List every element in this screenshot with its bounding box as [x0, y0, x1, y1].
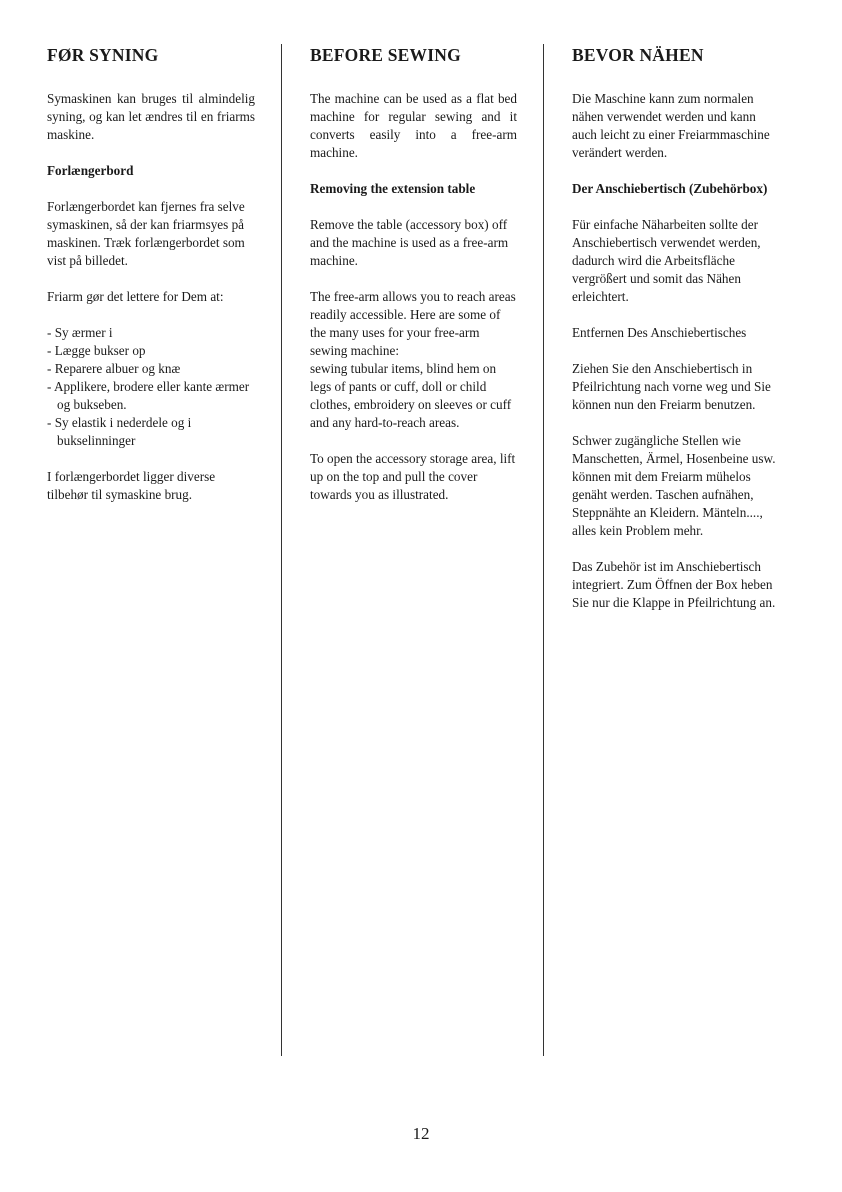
- english-intro-paragraph: The machine can be used as a flat bed machine for regular sewing and it converts easily into a free-arm machine.: [310, 91, 517, 160]
- column-divider-right: [543, 44, 544, 1056]
- danish-extension-paragraph: Forlængerbordet kan fjernes fra selve symaskinen, så der kan friarmsyes på maskinen. Træk forlængerbordet som vist på billedet.: [47, 199, 245, 268]
- list-item: - Sy elastik i nederdele og i bukselinninger: [47, 415, 192, 448]
- danish-freearm-paragraph: Friarm gør det lettere for Dem at:: [47, 289, 224, 304]
- list-item: - Lægge bukser op: [47, 343, 146, 358]
- english-storage-paragraph: To open the accessory storage area, lift up on the top and pull the cover towards you as illustrated.: [310, 451, 516, 502]
- english-freearm-paragraph: The free-arm allows you to reach areas readily accessible. Here are some of the many uses for your free-arm sewing machine:: [310, 289, 516, 358]
- list-item: - Applikere, brodere eller kante ærmer og bukseben.: [47, 379, 250, 412]
- german-intro-paragraph: Die Maschine kann zum normalen nähen verwendet werden und kann auch leicht zu einer Freiarmmaschine verändert werden.: [572, 91, 770, 160]
- english-remove-paragraph: Remove the table (accessory box) off and the machine is used as a free-arm machine.: [310, 217, 509, 268]
- german-freearm-paragraph: Schwer zugängliche Stellen wie Manschetten, Ärmel, Hosenbeine usw. können mit dem Freiarm mühelos genäht werden. Taschen aufnähen, Steppnähte an Kleidern. Mänteln...., alles kein Problem mehr.: [572, 433, 776, 538]
- english-heading: BEFORE SEWING: [310, 45, 461, 65]
- danish-subheading: Forlængerbord: [47, 163, 134, 178]
- danish-uses-list: [47, 324, 255, 450]
- danish-column: [47, 44, 255, 522]
- danish-intro-paragraph: Symaskinen kan bruges til almindelig syning, og kan let ændres til en friarms maskine.: [47, 91, 255, 142]
- german-table-paragraph: Für einfache Näharbeiten sollte der Anschiebertisch verwendet werden, dadurch wird die Arbeitsfläche vergrößert und somit das Nähen erleichtert.: [572, 217, 761, 304]
- german-column: [572, 44, 782, 630]
- german-subheading: Der Anschiebertisch (Zubehörbox): [572, 181, 768, 196]
- list-item: - Sy ærmer i: [47, 325, 113, 340]
- list-item: - Reparere albuer og knæ: [47, 361, 181, 376]
- english-subheading: Removing the extension table: [310, 181, 476, 196]
- english-column: [310, 44, 517, 522]
- danish-accessory-paragraph: I forlængerbordet ligger diverse tilbehør til symaskine brug.: [47, 469, 216, 502]
- danish-heading: FØR SYNING: [47, 45, 159, 65]
- german-remove-title: Entfernen Des Anschiebertisches: [572, 325, 747, 340]
- page-number: 12: [412, 1124, 430, 1143]
- german-remove-paragraph: Ziehen Sie den Anschiebertisch in Pfeilrichtung nach vorne weg und Sie können nun den Freiarm benutzen.: [572, 361, 771, 412]
- column-divider-left: [281, 44, 282, 1056]
- german-accessory-paragraph: Das Zubehör ist im Anschiebertisch integriert. Zum Öffnen der Box heben Sie nur die Klappe in Pfeilrichtung an.: [572, 559, 776, 610]
- german-heading: BEVOR NÄHEN: [572, 45, 704, 65]
- english-uses-paragraph: sewing tubular items, blind hem on legs of pants or cuff, doll or child clothes, embroidery on sleeves or cuff and any hard-to-reach areas.: [310, 361, 512, 430]
